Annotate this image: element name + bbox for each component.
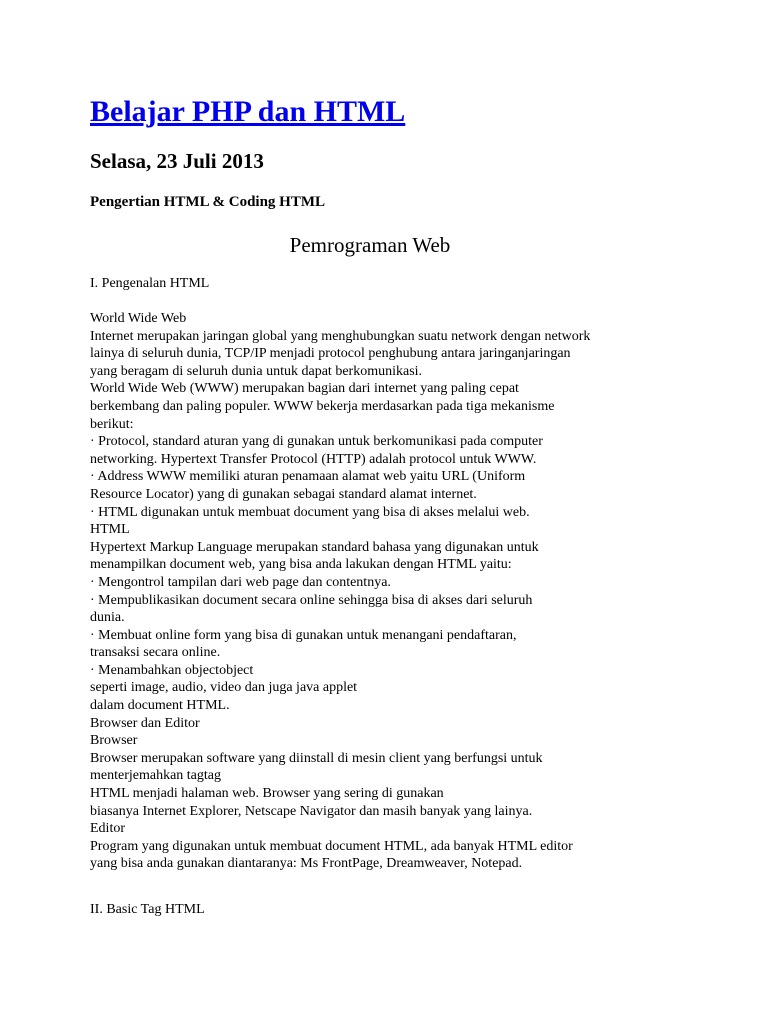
body-text-line: dalam document HTML. bbox=[90, 698, 230, 714]
body-text-line: HTML menjadi halaman web. Browser yang sering di gunakan bbox=[90, 786, 444, 802]
body-text-line: biasanya Internet Explorer, Netscape Navigator dan masih banyak yang lainya. bbox=[90, 803, 533, 819]
post-date: Selasa, 23 Juli 2013 bbox=[90, 149, 264, 173]
body-text-line: berikut: bbox=[90, 416, 134, 432]
blog-title bbox=[90, 92, 405, 132]
body-text-line: World Wide Web bbox=[90, 311, 187, 326]
body-text-line: Editor bbox=[90, 821, 125, 837]
body-text-line: berkembang dan paling populer. WWW bekerja merdasarkan pada tiga mekanisme bbox=[90, 398, 555, 414]
section-heading-basic-tag bbox=[90, 901, 690, 919]
body-text-line: · Mempublikasikan document secara online sehingga bisa di akses dari seluruh bbox=[90, 592, 533, 608]
body-text-line: transaksi secara online. bbox=[90, 645, 221, 661]
body-text-line: · HTML digunakan untuk membuat document yang bisa di akses melalui web. bbox=[90, 504, 530, 520]
body-text-line: · Mengontrol tampilan dari web page dan contentnya. bbox=[90, 574, 391, 590]
body-text-line: · Membuat online form yang bisa di gunakan untuk menangani pendaftaran, bbox=[90, 627, 517, 643]
body-text-line: seperti image, audio, video dan juga java applet bbox=[90, 680, 358, 696]
document-heading: Pemrograman Web bbox=[289, 233, 451, 257]
body-text-line: menampilkan document web, yang bisa anda lakukan dengan HTML yaitu: bbox=[90, 557, 512, 573]
section-heading-pengenalan bbox=[90, 275, 690, 293]
post-title: Pengertian HTML & Coding HTML bbox=[90, 194, 326, 210]
body-text-line: dunia. bbox=[90, 610, 125, 626]
body-text-line: menterjemahkan tagtag bbox=[90, 768, 221, 784]
body-text-line: networking. Hypertext Transfer Protocol (HTTP) adalah protocol untuk WWW. bbox=[90, 451, 537, 467]
body-text-line: · Protocol, standard aturan yang di gunakan untuk berkomunikasi pada computer bbox=[90, 434, 543, 450]
body-text-line: Resource Locator) yang di gunakan sebagai standard alamat internet. bbox=[90, 486, 477, 502]
body-text-line: Hypertext Markup Language merupakan standard bahasa yang digunakan untuk bbox=[90, 539, 539, 555]
document-body bbox=[90, 310, 690, 873]
body-text-line: HTML bbox=[90, 522, 130, 538]
body-text-line: Internet merupakan jaringan global yang menghubungkan suatu network dengan network bbox=[90, 328, 591, 344]
body-text-line: yang beragam di seluruh dunia untuk dapat berkomunikasi. bbox=[90, 363, 423, 379]
body-text-line: lainya di seluruh dunia, TCP/IP menjadi protocol penghubung antara jaringanjaringan bbox=[90, 346, 571, 362]
blog-title-link[interactable]: Belajar PHP dan HTML bbox=[90, 95, 406, 128]
body-text-line: yang bisa anda gunakan diantaranya: Ms FrontPage, Dreamweaver, Notepad. bbox=[90, 856, 523, 872]
body-text-line: · Menambahkan objectobject bbox=[90, 662, 254, 678]
section-heading-text: II. Basic Tag HTML bbox=[90, 902, 205, 917]
body-text-line: Program yang digunakan untuk membuat document HTML, ada banyak HTML editor bbox=[90, 838, 573, 854]
body-text-line: Browser bbox=[90, 733, 138, 749]
body-text-line: · Address WWW memiliki aturan penamaan alamat web yaitu URL (Uniform bbox=[90, 469, 526, 485]
body-text-line: World Wide Web (WWW) merupakan bagian dari internet yang paling cepat bbox=[90, 381, 519, 397]
body-text-line: Browser merupakan software yang diinstall di mesin client yang berfungsi untuk bbox=[90, 750, 543, 766]
section-heading-text: I. Pengenalan HTML bbox=[90, 276, 210, 291]
body-text-line: Browser dan Editor bbox=[90, 715, 200, 731]
